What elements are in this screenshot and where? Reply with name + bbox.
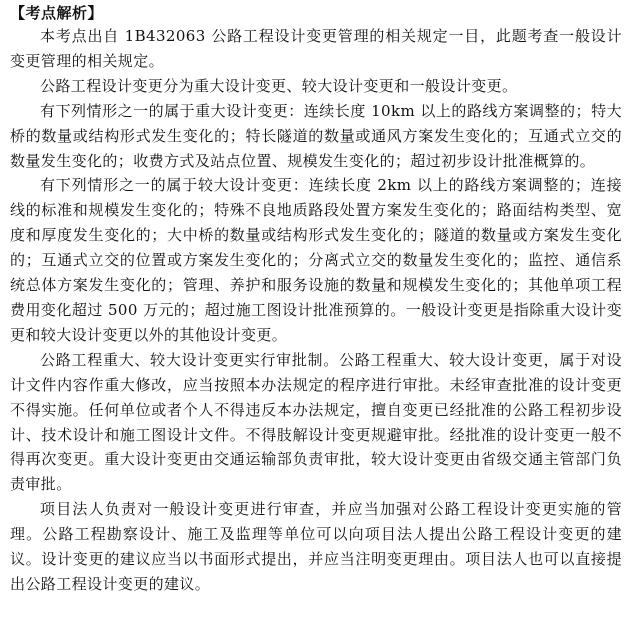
paragraph-project-owner-review: 项目法人负责对一般设计变更进行审查，并应当加强对公路工程设计变更实施的管理。公路工程勘察设计、施工及监理等单位可以向项目法人提出公路工程设计变更的建议。设计变更的建议应当以书面形式提出，并应当注明变更理由。项目法人也可以直接提出公路工程设计变更的建议。 [10,500,622,593]
paragraph-change-categories: 公路工程设计变更分为重大设计变更、较大设计变更和一般设计变更。 [40,76,518,95]
paragraph-source: 本考点出自 1B432063 公路工程设计变更管理的相关规定一目，此题考查一般设计变更管理的相关规定。 [10,27,622,70]
paragraph-significant-change: 有下列情形之一的属于较大设计变更：连续长度 2km 以上的路线方案调整的；连接线的标准和规模发生变化的；特殊不良地质路段处置方案发生变化的；路面结构类型、宽度和厚度发生变化的；大中桥的数量或结构形式发生变化的；隧道的数量或方案发生变化的；互通式立交的位置或方案发生变化的；分离式立交的数量发生变化的；监控、通信系统总体方案发生变化的；管理、养护和服务设施的数量和规模发生变化的；其他单项工程费用变化超过 500 万元的；超过施工图设计批准预算的。一般设计变更是指除重大设计变更和较大设计变更以外的其他设计变更。 [10,176,622,344]
section-heading: 【考点解析】 [10,4,104,22]
paragraph-major-change: 有下列情形之一的属于重大设计变更：连续长度 10km 以上的路线方案调整的；特大桥的数量或结构形式发生变化的；特长隧道的数量或通风方案发生变化的；互通式立交的数量发生变化的；收费方式及站点位置、规模发生变化的；超过初步设计批准概算的。 [10,101,622,170]
paragraph-approval-system: 公路工程重大、较大设计变更实行审批制。公路工程重大、较大设计变更，属于对设计文件内容作重大修改，应当按照本办法规定的程序进行审批。未经审查批准的设计变更不得实施。任何单位或者个人不得违反本办法规定，擅自变更已经批准的公路工程初步设计、技术设计和施工图设计文件。不得肢解设计变更规避审批。经批准的设计变更一般不得再次变更。重大设计变更由交通运输部负责审批，较大设计变更由省级交通主管部门负责审批。 [10,350,622,494]
